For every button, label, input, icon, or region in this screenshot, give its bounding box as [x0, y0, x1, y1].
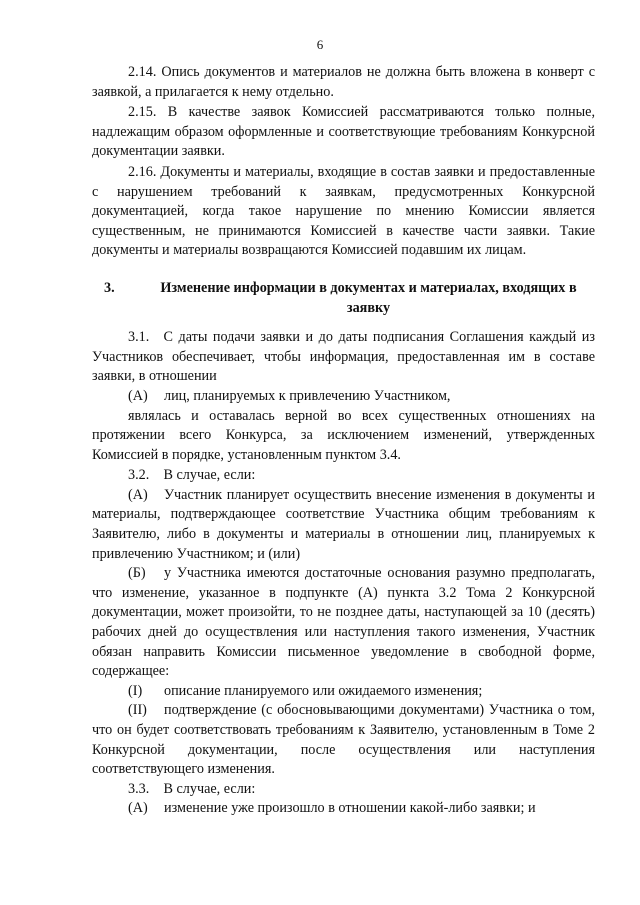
clause-3-1: 3.1. С даты подачи заявки и до даты подписания Соглашения каждый из Участников обеспечивает, чтобы информация, предоставленная им в составе заявки, в отношении [92, 329, 595, 385]
item-text: у Участника имеются достаточные основания разумно предполагать, что изменение, указанное в подпункте (А) пункта 3.2 Тома 2 Конкурсной документации, может произойти, то не позднее даты, наступающей за 10 (десять) рабочих дней до осуществления или наступления такого изменения, Участник обязан направить Комиссии письменное уведомление в свободной форме, содержащее: [92, 565, 595, 680]
item-marker: (I) [128, 682, 143, 699]
clause-3-3: 3.3. В случае, если: [128, 780, 256, 797]
item-marker: (II) [128, 702, 147, 719]
item-marker: (Б) [128, 565, 146, 582]
clause-3-1-continuation: являлась и оставалась верной во всех существенных отношениях на протяжении всего Конкурса, за исключением изменений, утвержденных Комиссией в порядке, установленным пунктом 3.4. [92, 407, 595, 463]
item-text: подтверждение (с обосновывающими документами) Участника о том, что он будет соответствовать требованиям к Заявителю, установленным в Томе 2 Конкурсной документации, после осуществления или наступления соответствующего изменения. [92, 702, 595, 778]
paragraph-2-16: 2.16. Документы и материалы, входящие в состав заявки и предоставленные с нарушением требований к заявкам, предусмотренных Конкурсной документацией, когда такое нарушение по мнению Комиссии является существенным, не принимаются Комиссией в качестве части заявки. Такие документы и материалы возвращаются Комиссией подавшим их лицам. [92, 163, 595, 259]
item-marker: (А) [128, 486, 148, 503]
clause-3-1-item-a [92, 387, 595, 407]
item-marker: (А) [128, 387, 148, 404]
paragraph-2-14: 2.14. Опись документов и материалов не должна быть вложена в конверт с заявкой, а прилагается к нему отдельно. [92, 64, 595, 100]
document-body [92, 63, 595, 819]
clause-3-2-item-i [92, 682, 595, 702]
section-number: 3. [104, 279, 115, 296]
clause-3-2: 3.2. В случае, если: [128, 467, 256, 484]
page-number: 6 [316, 37, 324, 52]
section-title: Изменение информации в документах и материалах, входящих в заявку [160, 279, 577, 316]
item-text: лиц, планируемых к привлечению Участником, [164, 387, 451, 404]
item-marker: (А) [128, 800, 148, 817]
clause-3-2-item-a [92, 486, 595, 564]
item-text: описание планируемого или ожидаемого изменения; [164, 682, 483, 699]
item-text: Участник планирует осуществить внесение изменения в документы и материалы, подтверждающее соответствие Участника общим требованиям к Заявителю, либо в документы и материалы в отношении лиц, планируемых к привлечению Участником; и (или) [92, 486, 595, 562]
paragraph-2-15: 2.15. В качестве заявок Комиссией рассматриваются только полные, надлежащим образом оформленные и соответствующие требованиям Конкурсной документации заявки. [92, 104, 595, 160]
section-heading [92, 279, 595, 318]
clause-3-2-item-ii [92, 701, 595, 779]
item-text: изменение уже произошло в отношении какой-либо заявки; и [164, 800, 536, 817]
clause-3-2-item-b [92, 564, 595, 682]
clause-3-3-item-a [92, 799, 595, 819]
